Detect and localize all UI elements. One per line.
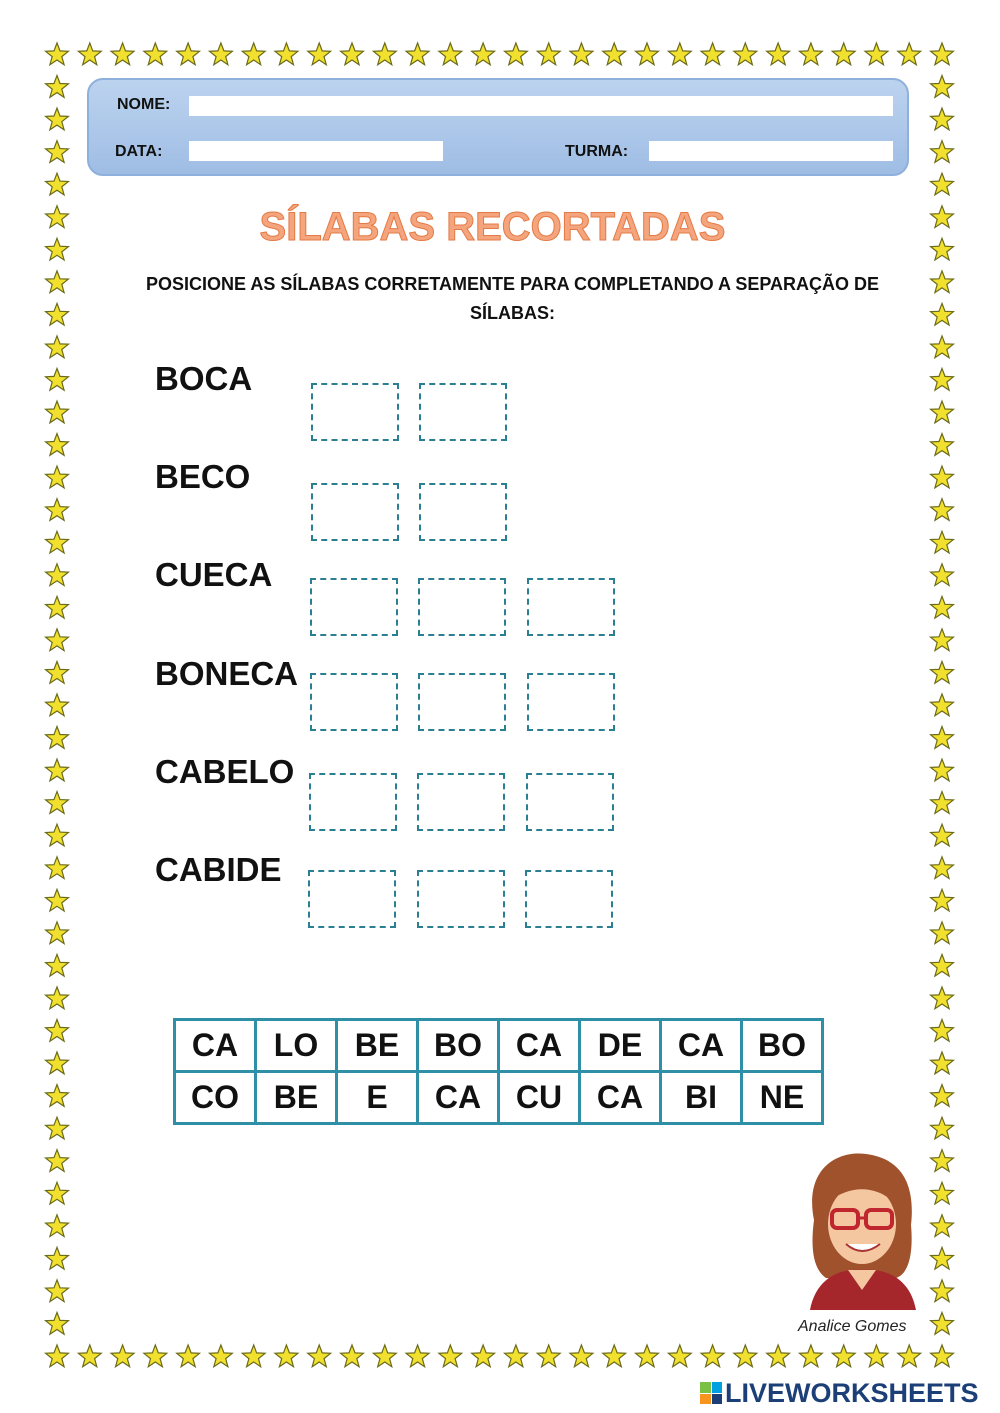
syllable-drop-box[interactable] bbox=[308, 870, 396, 928]
star-icon bbox=[242, 43, 265, 65]
star-icon bbox=[603, 43, 626, 65]
star-icon bbox=[701, 1345, 724, 1367]
star-icon bbox=[931, 1280, 954, 1302]
class-field[interactable] bbox=[649, 141, 893, 161]
star-icon bbox=[931, 1215, 954, 1237]
word-label: BECO bbox=[155, 458, 251, 495]
name-label: NOME: bbox=[117, 96, 171, 113]
star-icon bbox=[144, 1345, 167, 1367]
star-icon bbox=[931, 596, 954, 618]
star-icon bbox=[46, 76, 69, 98]
word-label: CABIDE bbox=[155, 851, 282, 888]
worksheet-title: SÍLABAS RECORTADAS bbox=[259, 205, 726, 249]
syllable-tile[interactable]: CA bbox=[580, 1072, 661, 1124]
date-label: DATA: bbox=[115, 143, 163, 160]
star-icon bbox=[931, 1020, 954, 1042]
star-icon bbox=[668, 1345, 691, 1367]
star-icon bbox=[931, 759, 954, 781]
star-icon bbox=[46, 824, 69, 846]
star-icon bbox=[46, 401, 69, 423]
syllable-drop-box[interactable] bbox=[309, 773, 397, 831]
star-icon bbox=[46, 694, 69, 716]
star-icon bbox=[734, 1345, 757, 1367]
syllable-drop-box[interactable] bbox=[527, 578, 615, 636]
star-icon bbox=[865, 43, 888, 65]
star-icon bbox=[472, 1345, 495, 1367]
star-icon bbox=[46, 564, 69, 586]
star-icon bbox=[406, 43, 429, 65]
liveworksheets-brand bbox=[700, 1376, 979, 1410]
star-icon bbox=[505, 1345, 528, 1367]
star-icon bbox=[46, 369, 69, 391]
star-icon bbox=[46, 857, 69, 879]
star-icon bbox=[144, 43, 167, 65]
star-icon bbox=[46, 1117, 69, 1139]
star-icon bbox=[931, 694, 954, 716]
star-icon bbox=[931, 108, 954, 130]
star-icon bbox=[46, 1182, 69, 1204]
star-icon bbox=[472, 43, 495, 65]
syllable-tile[interactable]: CA bbox=[175, 1020, 256, 1072]
star-icon bbox=[275, 43, 298, 65]
star-icon bbox=[341, 1345, 364, 1367]
syllable-tile[interactable]: CA bbox=[661, 1020, 742, 1072]
star-icon bbox=[931, 922, 954, 944]
star-icon bbox=[46, 499, 69, 521]
star-icon bbox=[46, 987, 69, 1009]
syllable-tile[interactable]: BE bbox=[256, 1072, 337, 1124]
syllable-drop-box[interactable] bbox=[310, 673, 398, 731]
star-icon bbox=[931, 889, 954, 911]
star-icon bbox=[46, 1085, 69, 1107]
star-icon bbox=[931, 1117, 954, 1139]
star-icon bbox=[800, 1345, 823, 1367]
syllable-drop-box[interactable] bbox=[419, 483, 507, 541]
star-icon bbox=[931, 792, 954, 814]
syllable-drop-box[interactable] bbox=[311, 383, 399, 441]
star-icon bbox=[931, 303, 954, 325]
syllable-tile[interactable]: DE bbox=[580, 1020, 661, 1072]
syllable-tile[interactable]: CA bbox=[499, 1020, 580, 1072]
star-icon bbox=[898, 1345, 921, 1367]
star-icon bbox=[308, 43, 331, 65]
star-icon bbox=[931, 1247, 954, 1269]
star-icon bbox=[210, 43, 233, 65]
star-icon bbox=[931, 564, 954, 586]
syllable-drop-box[interactable] bbox=[526, 773, 614, 831]
star-icon bbox=[898, 43, 921, 65]
syllable-drop-box[interactable] bbox=[310, 578, 398, 636]
star-icon bbox=[931, 857, 954, 879]
star-icon bbox=[931, 1313, 954, 1335]
class-label: TURMA: bbox=[565, 143, 629, 160]
syllable-tile[interactable]: CO bbox=[175, 1072, 256, 1124]
star-icon bbox=[46, 889, 69, 911]
star-icon bbox=[46, 662, 69, 684]
star-icon bbox=[46, 629, 69, 651]
instructions-text: POSICIONE AS SÍLABAS CORRETAMENTE PARA COMPLETANDO A SEPARAÇÃO DE SÍLABAS: bbox=[145, 274, 880, 323]
star-icon bbox=[832, 43, 855, 65]
star-icon bbox=[931, 1150, 954, 1172]
star-icon bbox=[46, 596, 69, 618]
star-icon bbox=[78, 1345, 101, 1367]
star-icon bbox=[537, 43, 560, 65]
star-icon bbox=[341, 43, 364, 65]
star-icon bbox=[46, 922, 69, 944]
star-icon bbox=[242, 1345, 265, 1367]
star-icon bbox=[931, 173, 954, 195]
star-icon bbox=[111, 1345, 134, 1367]
star-icon bbox=[931, 1052, 954, 1074]
syllable-drop-box[interactable] bbox=[525, 870, 613, 928]
syllable-tile[interactable]: CU bbox=[499, 1072, 580, 1124]
star-icon bbox=[46, 434, 69, 456]
star-icon bbox=[111, 43, 134, 65]
name-field[interactable] bbox=[189, 96, 893, 116]
star-icon bbox=[46, 1247, 69, 1269]
star-icon bbox=[46, 271, 69, 293]
syllable-drop-box[interactable] bbox=[418, 578, 506, 636]
star-icon bbox=[505, 43, 528, 65]
syllable-drop-box[interactable] bbox=[417, 773, 505, 831]
syllable-table bbox=[173, 1018, 824, 1125]
syllable-tile[interactable]: BO bbox=[418, 1020, 499, 1072]
author-name: Analice Gomes bbox=[798, 1318, 907, 1335]
syllable-tile[interactable]: NE bbox=[742, 1072, 823, 1124]
star-icon bbox=[537, 1345, 560, 1367]
liveworksheets-logo-icon bbox=[700, 1382, 722, 1404]
star-icon bbox=[308, 1345, 331, 1367]
star-icon bbox=[46, 1150, 69, 1172]
star-icon bbox=[46, 1345, 69, 1367]
star-icon bbox=[46, 466, 69, 488]
star-icon bbox=[865, 1345, 888, 1367]
star-icon bbox=[46, 1280, 69, 1302]
brand-text: LIVEWORKSHEETS bbox=[725, 1377, 979, 1408]
star-icon bbox=[931, 466, 954, 488]
star-icon bbox=[570, 1345, 593, 1367]
star-icon bbox=[668, 43, 691, 65]
date-field[interactable] bbox=[189, 141, 443, 161]
word-label: BONECA bbox=[155, 655, 299, 692]
star-icon bbox=[46, 173, 69, 195]
star-icon bbox=[603, 1345, 626, 1367]
star-icon bbox=[931, 434, 954, 456]
star-icon bbox=[931, 43, 954, 65]
syllable-drop-box[interactable] bbox=[417, 870, 505, 928]
star-icon bbox=[373, 43, 396, 65]
star-icon bbox=[931, 531, 954, 553]
star-icon bbox=[931, 499, 954, 521]
star-icon bbox=[931, 141, 954, 163]
star-icon bbox=[210, 1345, 233, 1367]
star-icon bbox=[636, 43, 659, 65]
author-avatar bbox=[796, 1150, 926, 1310]
star-icon bbox=[931, 369, 954, 391]
star-icon bbox=[931, 727, 954, 749]
star-icon bbox=[46, 303, 69, 325]
star-icon bbox=[636, 1345, 659, 1367]
star-icon bbox=[177, 43, 200, 65]
star-icon bbox=[46, 759, 69, 781]
syllable-drop-box[interactable] bbox=[418, 673, 506, 731]
star-icon bbox=[570, 43, 593, 65]
star-icon bbox=[832, 1345, 855, 1367]
word-label: CABELO bbox=[155, 753, 295, 790]
star-icon bbox=[931, 954, 954, 976]
star-icon bbox=[931, 662, 954, 684]
star-icon bbox=[373, 1345, 396, 1367]
syllable-tile[interactable]: E bbox=[337, 1072, 418, 1124]
star-icon bbox=[931, 629, 954, 651]
star-icon bbox=[931, 1182, 954, 1204]
star-icon bbox=[931, 336, 954, 358]
syllable-drop-box[interactable] bbox=[419, 383, 507, 441]
word-label: BOCA bbox=[155, 360, 253, 397]
syllable-row bbox=[175, 1020, 823, 1072]
star-icon bbox=[46, 954, 69, 976]
syllable-drop-box[interactable] bbox=[527, 673, 615, 731]
star-icon bbox=[800, 43, 823, 65]
star-icon bbox=[46, 141, 69, 163]
star-icon bbox=[734, 43, 757, 65]
syllable-drop-box[interactable] bbox=[311, 483, 399, 541]
star-icon bbox=[767, 1345, 790, 1367]
syllable-tile[interactable]: CA bbox=[418, 1072, 499, 1124]
syllable-tile[interactable]: BO bbox=[742, 1020, 823, 1072]
star-icon bbox=[439, 1345, 462, 1367]
star-icon bbox=[46, 1215, 69, 1237]
star-icon bbox=[78, 43, 101, 65]
syllable-tile[interactable]: LO bbox=[256, 1020, 337, 1072]
syllable-row bbox=[175, 1072, 823, 1124]
student-info-box bbox=[87, 78, 909, 176]
star-icon bbox=[931, 824, 954, 846]
syllable-tile[interactable]: BI bbox=[661, 1072, 742, 1124]
star-icon bbox=[931, 401, 954, 423]
star-icon bbox=[767, 43, 790, 65]
star-icon bbox=[46, 1313, 69, 1335]
star-icon bbox=[46, 792, 69, 814]
star-icon bbox=[46, 727, 69, 749]
star-icon bbox=[931, 271, 954, 293]
syllable-tile[interactable]: BE bbox=[337, 1020, 418, 1072]
star-icon bbox=[931, 987, 954, 1009]
star-icon bbox=[46, 43, 69, 65]
star-icon bbox=[46, 1020, 69, 1042]
star-icon bbox=[46, 531, 69, 553]
star-icon bbox=[46, 1052, 69, 1074]
star-icon bbox=[931, 1345, 954, 1367]
star-icon bbox=[275, 1345, 298, 1367]
star-icon bbox=[46, 336, 69, 358]
word-label: CUECA bbox=[155, 556, 273, 593]
star-icon bbox=[46, 108, 69, 130]
star-icon bbox=[177, 1345, 200, 1367]
star-icon bbox=[931, 76, 954, 98]
star-icon bbox=[701, 43, 724, 65]
star-icon bbox=[439, 43, 462, 65]
star-icon bbox=[931, 1085, 954, 1107]
star-icon bbox=[406, 1345, 429, 1367]
